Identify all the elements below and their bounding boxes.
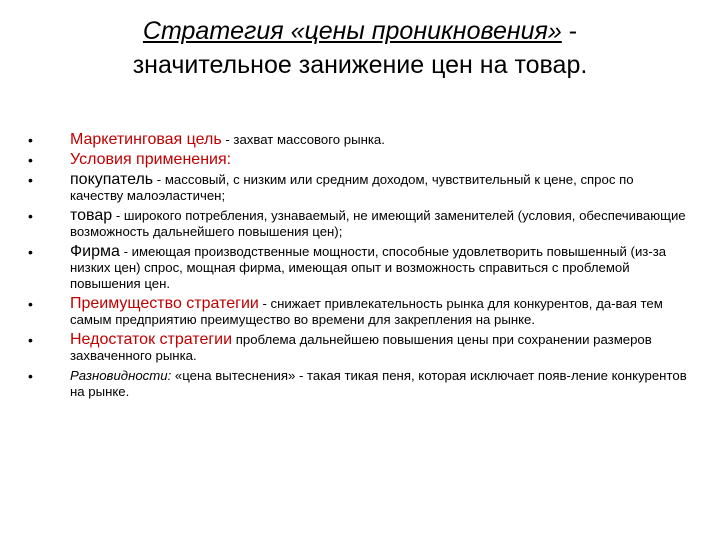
bullet-dot-icon: • [28, 244, 33, 260]
bullet-item [28, 152, 688, 168]
title-strategy-name: Стратегия «цены проникновения» [142, 17, 562, 45]
bullet-key: Преимущество стратегии [70, 295, 259, 312]
title-line-2: значительное занижение цен на товар. [132, 51, 588, 79]
title-dash: - [561, 17, 578, 45]
bullet-item [28, 172, 688, 204]
bullet-text: - широкого потребления, узнаваемый, не имеющий заменителей (условия, обеспечивающие возможность дальнейшего повышения цен); [70, 208, 686, 239]
bullet-item [28, 208, 688, 240]
bullet-text: проблема дальнейшею повышения цены при сохранении размеров захваченного рынка. [70, 332, 652, 363]
bullet-dot-icon: • [28, 172, 33, 188]
bullet-text: - имеющая производственные мощности, способные удовлетворить повышенный (из-за низких цен) спрос, мощная фирма, имеющая опыт и возможность справиться с проблемой повышения цен. [70, 244, 667, 291]
bullet-dot-icon: • [28, 208, 33, 224]
bullet-dot-icon: • [28, 368, 33, 384]
bullet-key: Фирма [70, 243, 120, 260]
bullet-text: - снижает привлекательность рынка для конкурентов, да-вая тем самым предприятию преимущество во времени для закрепления на рынке. [70, 296, 663, 327]
bullet-item [28, 332, 688, 364]
bullet-item [28, 296, 688, 328]
bullet-key: Маркетинговая цель [70, 131, 222, 148]
bullet-list [28, 132, 688, 404]
bullet-dot-icon: • [28, 132, 33, 148]
bullet-text: - массовый, с низким или средним доходом, чувствительный к цене, спрос по качеству малоэластичен; [70, 172, 634, 203]
bullet-dot-icon: • [28, 296, 33, 312]
bullet-item [28, 244, 688, 292]
bullet-key: товар [70, 207, 113, 224]
bullet-item [28, 368, 688, 400]
bullet-item [28, 132, 688, 148]
bullet-dot-icon: • [28, 152, 33, 168]
bullet-dot-icon: • [28, 332, 33, 348]
bullet-key: покупатель [70, 171, 154, 188]
title-line-1 [0, 14, 720, 48]
slide-title [0, 14, 720, 82]
bullet-text: «цена вытеснения» - такая тикая пеня, которая исключает появ-ление конкурентов на рынке. [70, 368, 687, 399]
bullet-key: Разновидности: [70, 368, 172, 383]
bullet-key: Недостаток стратегии [70, 331, 233, 348]
bullet-text: - захват массового рынка. [221, 132, 385, 147]
bullet-key: Условия применения: [70, 151, 232, 168]
